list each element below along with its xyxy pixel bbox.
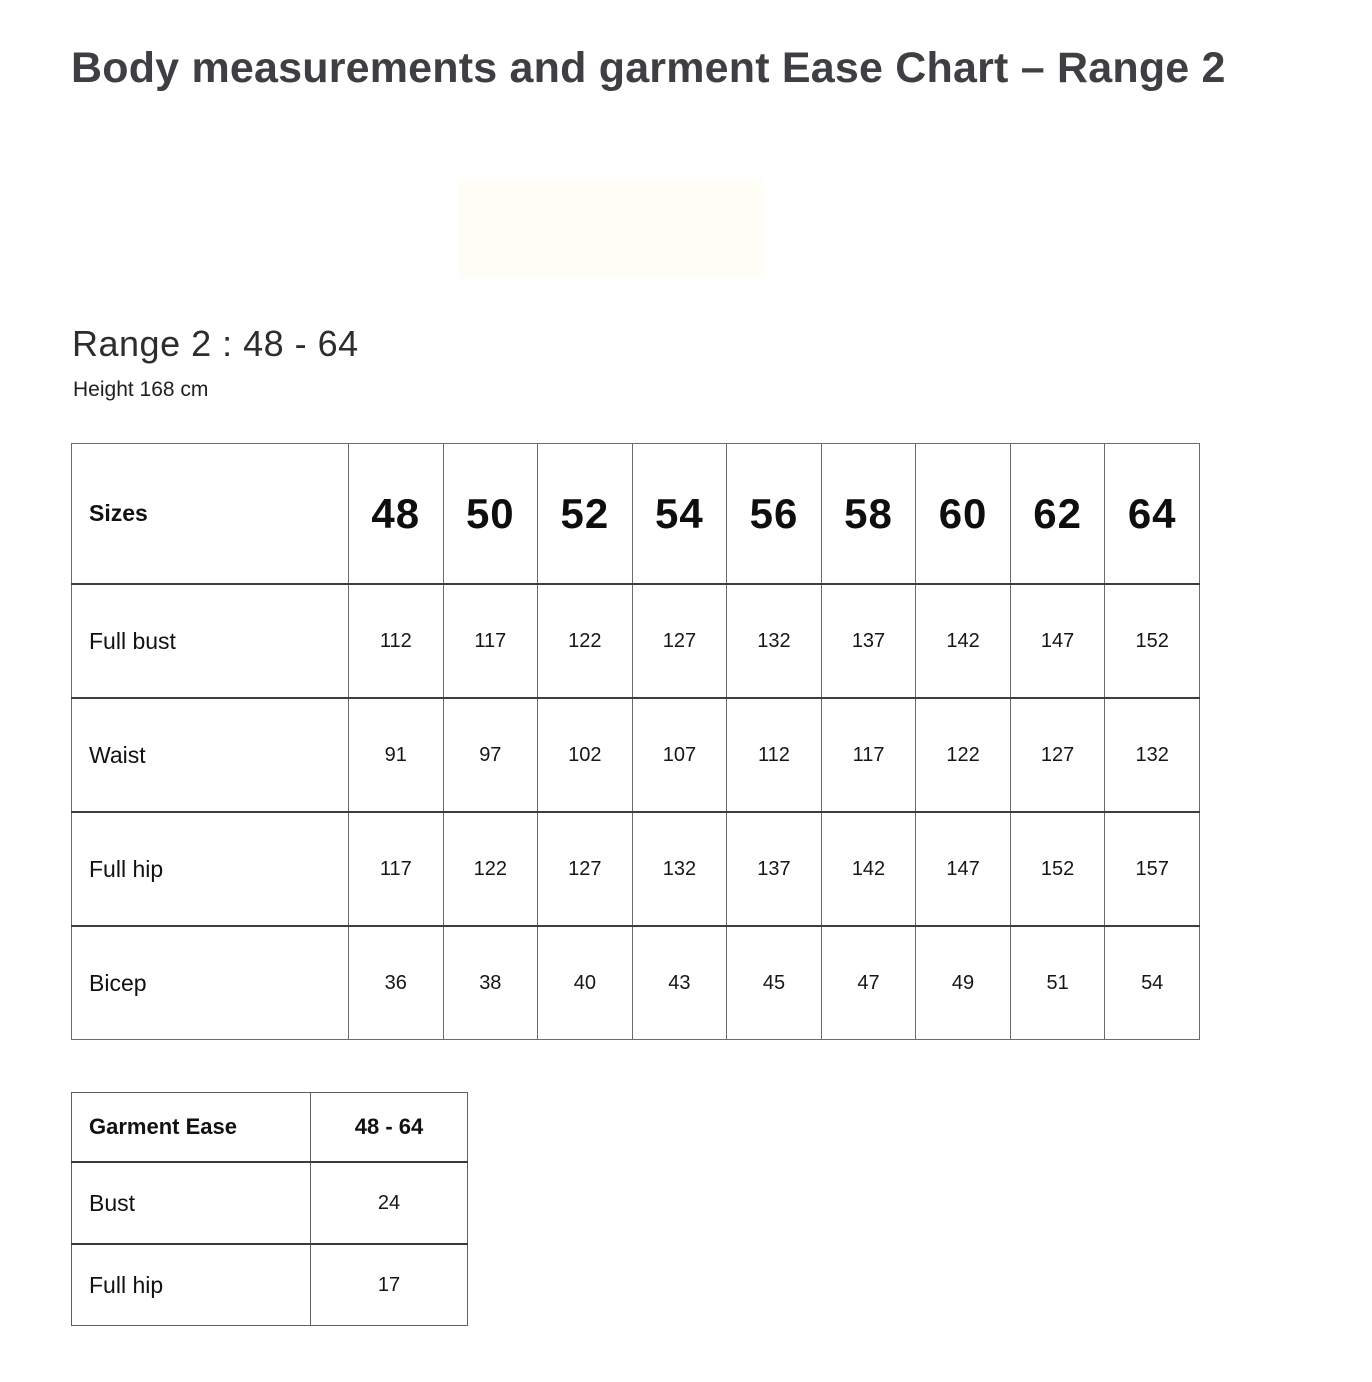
measurement-value-cell: 117 [443,584,538,698]
measurement-value-cell: 45 [727,926,822,1040]
measurement-value-cell: 47 [821,926,916,1040]
size-column-header: 56 [727,444,822,585]
measurement-value-cell: 137 [821,584,916,698]
measurement-value-cell: 147 [916,812,1011,926]
table-row-bicep [72,926,1200,1040]
measurement-value-cell: 147 [1010,584,1105,698]
measurement-value-cell: 91 [349,698,444,812]
table-row-ease-bust [72,1162,468,1244]
measurement-value-cell: 117 [821,698,916,812]
size-column-header: 50 [443,444,538,585]
table-row-full-hip [72,812,1200,926]
measurement-value-cell: 142 [821,812,916,926]
measurement-value-cell: 157 [1105,812,1200,926]
measurement-value-cell: 112 [349,584,444,698]
measurement-value-cell: 38 [443,926,538,1040]
measurement-value-cell: 43 [632,926,727,1040]
size-column-header: 48 [349,444,444,585]
ease-row-label: Full hip [72,1244,311,1326]
measurement-row-label: Full bust [72,584,349,698]
measurement-value-cell: 54 [1105,926,1200,1040]
table-row-full-bust [72,584,1200,698]
ease-value-cell: 17 [311,1244,468,1326]
measurement-value-cell: 132 [632,812,727,926]
size-column-header: 58 [821,444,916,585]
measurement-value-cell: 122 [916,698,1011,812]
measurement-value-cell: 127 [538,812,633,926]
measurement-value-cell: 122 [443,812,538,926]
measurement-value-cell: 97 [443,698,538,812]
measurement-value-cell: 49 [916,926,1011,1040]
measurement-value-cell: 36 [349,926,444,1040]
size-column-header: 64 [1105,444,1200,585]
size-column-header: 62 [1010,444,1105,585]
measurement-value-cell: 152 [1105,584,1200,698]
garment-ease-table [71,1092,468,1326]
ease-header-range: 48 - 64 [311,1093,468,1163]
measurement-value-cell: 132 [727,584,822,698]
table-row-ease-full-hip [72,1244,468,1326]
size-column-header: 52 [538,444,633,585]
measurement-value-cell: 152 [1010,812,1105,926]
measurement-value-cell: 127 [632,584,727,698]
size-table [71,443,1200,1040]
measurement-value-cell: 112 [727,698,822,812]
size-column-header: 60 [916,444,1011,585]
range-heading: Range 2 : 48 - 64 [72,323,359,364]
measurement-row-label: Waist [72,698,349,812]
measurement-value-cell: 51 [1010,926,1105,1040]
measurement-value-cell: 122 [538,584,633,698]
measurement-value-cell: 132 [1105,698,1200,812]
table-row-waist [72,698,1200,812]
measurement-row-label: Bicep [72,926,349,1040]
measurement-value-cell: 40 [538,926,633,1040]
logo-placeholder [458,180,764,278]
ease-header-label: Garment Ease [72,1093,311,1163]
measurement-value-cell: 142 [916,584,1011,698]
size-column-header: 54 [632,444,727,585]
size-table-header-row [72,444,1200,585]
ease-row-label: Bust [72,1162,311,1244]
measurement-row-label: Full hip [72,812,349,926]
measurement-value-cell: 137 [727,812,822,926]
ease-value-cell: 24 [311,1162,468,1244]
height-note: Height 168 cm [73,378,209,401]
ease-table-header-row [72,1093,468,1163]
measurement-value-cell: 107 [632,698,727,812]
measurement-value-cell: 127 [1010,698,1105,812]
page-title: Body measurements and garment Ease Chart – Range 2 [71,44,1226,92]
sizes-header-label: Sizes [72,444,349,585]
measurement-value-cell: 102 [538,698,633,812]
measurement-value-cell: 117 [349,812,444,926]
